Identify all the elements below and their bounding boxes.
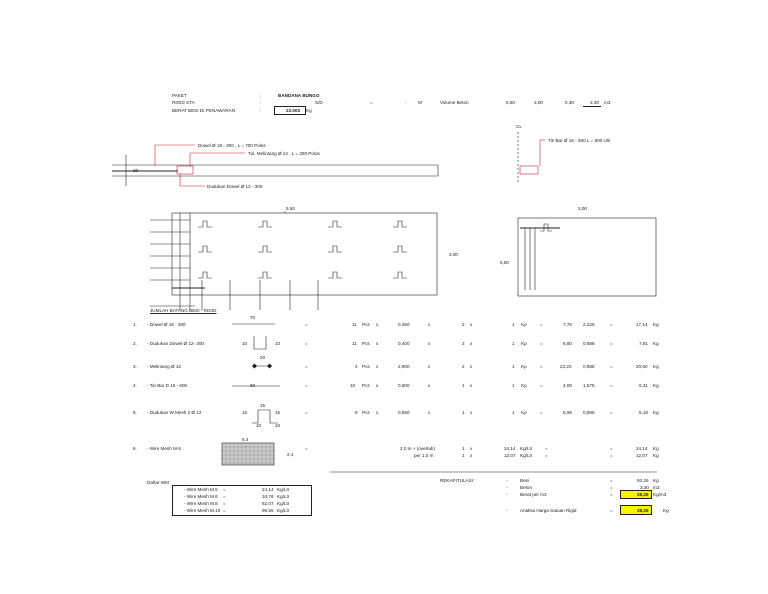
rekap-3-eq: = bbox=[610, 492, 613, 497]
tiebar-label: Tie Bar Ø 16 - 600 L = 800 Ulir bbox=[548, 138, 611, 143]
row4-w: 1,578 bbox=[583, 383, 595, 388]
row2-no: 2. bbox=[133, 341, 137, 346]
sta-dash: - bbox=[405, 100, 407, 105]
row1-x3: x bbox=[470, 322, 473, 327]
row1-mult: 2 bbox=[462, 322, 465, 327]
row2-kpu: Kp bbox=[521, 341, 527, 346]
rekap-3-unit: Kg/m3 bbox=[653, 492, 667, 497]
plan-width-label: 3,00 bbox=[578, 206, 587, 211]
rekap-2-val: 3,30 bbox=[640, 485, 649, 490]
row4-kp: 1 bbox=[512, 383, 515, 388]
row1-qty: 11 bbox=[352, 322, 357, 327]
row3-eq3: = bbox=[610, 364, 613, 369]
row1-kp: 1 bbox=[512, 322, 515, 327]
row2-tu: Kg bbox=[653, 341, 659, 346]
rekap-1-val: 93,26 bbox=[637, 478, 649, 483]
row5-eq2: = bbox=[540, 410, 543, 415]
row6-l2-kg: Kg bbox=[653, 453, 659, 458]
row5-dia: 5,95 bbox=[563, 410, 572, 415]
berat-label: BERAT BESI DI PENAWARAN bbox=[172, 108, 236, 113]
daftar-item-2-eq: = bbox=[223, 494, 226, 499]
daftar-item-3-val: 62,07 bbox=[262, 501, 274, 506]
row1-desc: - Dowel Ø 18 - 300 bbox=[147, 322, 186, 327]
rekap-2-name: Beton bbox=[520, 485, 533, 490]
row1-no: 1. bbox=[133, 322, 137, 327]
row6-l2-c: 12,07 bbox=[504, 453, 516, 458]
rekap-1-unit: Kg bbox=[653, 478, 659, 483]
row3-dim: 20 bbox=[260, 355, 266, 360]
row3-x2: x bbox=[428, 364, 431, 369]
daftar-item-3-unit: Kg/Ltr bbox=[277, 501, 290, 506]
rekap-3-name: Berat per m3 bbox=[520, 492, 547, 497]
row5-dim-l: 15 bbox=[242, 410, 248, 415]
row5-len: 0,660 bbox=[398, 410, 410, 415]
rekap-3-val: 28,26 bbox=[637, 492, 649, 497]
row5-eq3: = bbox=[610, 410, 613, 415]
volume-width: 3,00 bbox=[534, 100, 543, 105]
daftar-item-3-eq: = bbox=[223, 501, 226, 506]
row3-unit: Pcs bbox=[362, 364, 370, 369]
row3-x1: x bbox=[376, 364, 379, 369]
daftar-item-1-name: - Wire Mesh M.5 bbox=[184, 487, 218, 492]
row1-eq2: = bbox=[540, 322, 543, 327]
row6-l2-unit: Kg/Ltr bbox=[520, 453, 533, 458]
row6-l2-eq2: = bbox=[610, 453, 613, 458]
row6-l2-x: x bbox=[470, 453, 473, 458]
row3-eq2: = bbox=[540, 364, 543, 369]
volume-unit: m3 bbox=[604, 100, 611, 105]
row3-w: 0,888 bbox=[583, 364, 595, 369]
row3-len: 2,900 bbox=[398, 364, 410, 369]
row5-x2: x bbox=[428, 410, 431, 415]
row3-kpu: Kp bbox=[521, 364, 527, 369]
row5-no: 5. bbox=[133, 410, 137, 415]
row3-total: 20,60 bbox=[636, 364, 648, 369]
rekap-2-unit: m3 bbox=[653, 485, 660, 490]
volume-label: Volume Beton bbox=[440, 100, 469, 105]
row5-unit: Pcs bbox=[362, 410, 370, 415]
plan-length-label: 5,50 bbox=[286, 206, 295, 211]
row6-l1-unit: Kg/Ltr bbox=[520, 446, 533, 451]
sta-m: M' bbox=[418, 100, 423, 105]
paket-label: PAKET bbox=[172, 93, 187, 98]
row4-len: 0,800 bbox=[398, 383, 410, 388]
plan-height-right: 5,50 bbox=[500, 260, 509, 265]
row3-x3: x bbox=[470, 364, 473, 369]
daftar-item-2-name: - Wire Mesh M.6 bbox=[184, 494, 218, 499]
dudukan-dowel-label: Dudukan Dowel Ø 12 - 300 bbox=[207, 184, 263, 189]
row6-l2-b: 1 bbox=[462, 453, 465, 458]
row1-dim: 70 bbox=[250, 315, 256, 320]
row3-qty: 4 bbox=[355, 364, 358, 369]
daftar-item-1-unit: Kg/Ltr bbox=[277, 487, 290, 492]
row5-w: 0,888 bbox=[583, 410, 595, 415]
rekap-1-name: Besi bbox=[520, 478, 529, 483]
row4-kpu: Kp bbox=[521, 383, 527, 388]
row6-eq: = bbox=[305, 446, 308, 451]
row2-eq: = bbox=[305, 341, 308, 346]
row6-l1-c: 24,14 bbox=[504, 446, 516, 451]
daftar-item-4-eq: = bbox=[223, 508, 226, 513]
rekap-4-name: Analisa Harga Satuan Rigid bbox=[520, 508, 577, 513]
row4-x2: x bbox=[428, 383, 431, 388]
daftar-title: Daftar WM : bbox=[147, 480, 172, 485]
berat-colon: : bbox=[260, 108, 262, 113]
row6-l1-eq2: = bbox=[610, 446, 613, 451]
row1-x1: x bbox=[376, 322, 379, 327]
row5-x1: x bbox=[376, 410, 379, 415]
plan-height-mid: 3,00 bbox=[449, 252, 458, 257]
row5-eq: = bbox=[305, 410, 308, 415]
daftar-item-1-eq: = bbox=[223, 487, 226, 492]
daftar-item-2-val: 34,76 bbox=[262, 494, 274, 499]
row3-desc: - Melintang Ø 12 bbox=[147, 364, 181, 369]
volume-length: 5,50 bbox=[506, 100, 515, 105]
row6-desc: - Wire Mesh M-5 bbox=[147, 446, 181, 451]
paket-colon: : bbox=[260, 93, 262, 98]
jumlah-title: JUMLAH BATANG BESI - RIGID bbox=[150, 308, 217, 313]
row1-dia: 7,70 bbox=[563, 322, 572, 327]
row3-tu: Kg bbox=[653, 364, 659, 369]
row6-l1-b: 1 bbox=[462, 446, 465, 451]
row2-eq3: = bbox=[610, 341, 613, 346]
thickness-label: 20 bbox=[133, 168, 139, 173]
row6-l1-eq: = bbox=[545, 446, 548, 451]
daftar-item-2-unit: Kg/Ltr bbox=[277, 494, 290, 499]
row2-desc: - Dudukan Dowel Ø 12- 300 bbox=[147, 341, 204, 346]
row4-eq: = bbox=[305, 383, 308, 388]
row6-l2-total: 12,07 bbox=[636, 453, 648, 458]
row1-eq3: = bbox=[610, 322, 613, 327]
rekap-4-dash: - bbox=[506, 508, 508, 513]
row4-tu: Kg bbox=[653, 383, 659, 388]
row4-mult: 1 bbox=[462, 383, 465, 388]
row2-dim-l: 10 bbox=[242, 341, 248, 346]
row6-l2-a: per 1,0 m bbox=[414, 453, 434, 458]
rekap-2-eq: = bbox=[610, 485, 613, 490]
row4-eq2: = bbox=[540, 383, 543, 388]
row4-total: 6,31 bbox=[639, 383, 648, 388]
row5-tu: Kg bbox=[653, 410, 659, 415]
row1-len: 0,350 bbox=[398, 322, 410, 327]
row2-len: 0,400 bbox=[398, 341, 410, 346]
row2-dia: 8,80 bbox=[563, 341, 572, 346]
row5-dim-top: 15 bbox=[260, 403, 266, 408]
row2-x2: x bbox=[428, 341, 431, 346]
row5-x3: x bbox=[470, 410, 473, 415]
dowel-label: Dowel Ø 18 - 300 , L = 700 Polos bbox=[198, 143, 266, 148]
rekap-1-dash: - bbox=[506, 478, 508, 483]
row4-unit: Pcs bbox=[362, 383, 370, 388]
row4-dia: 4,00 bbox=[563, 383, 572, 388]
row6-l1-total: 24,14 bbox=[636, 446, 648, 451]
row5-dim-b2: 10 bbox=[275, 423, 281, 428]
cl-label: CL bbox=[516, 124, 522, 129]
row4-desc: - Tie Bar D 16 - 600 bbox=[147, 383, 188, 388]
row1-x2: x bbox=[428, 322, 431, 327]
row5-kpu: Kp bbox=[521, 410, 527, 415]
paket-value: BANDANA BUNGO bbox=[278, 93, 320, 98]
row5-total: 5,18 bbox=[639, 410, 648, 415]
row4-x1: x bbox=[376, 383, 379, 388]
row5-dim-b1: 10 bbox=[256, 423, 262, 428]
row6-l2-eq: = bbox=[545, 453, 548, 458]
tul-melintang-label: Tul. Melintang Ø 12 , L = 290 Polos bbox=[248, 151, 320, 156]
row1-unit: Pcs bbox=[362, 322, 370, 327]
daftar-item-4-val: 96,55 bbox=[262, 508, 274, 513]
row4-qty: 10 bbox=[350, 383, 356, 388]
sta-colon: : bbox=[260, 100, 262, 105]
row6-dim-top: 5,4 bbox=[242, 437, 249, 442]
row2-x3: x bbox=[470, 341, 473, 346]
row5-desc: - Dudukan W Mesh 2 Ø 12 bbox=[147, 410, 202, 415]
row6-no: 6. bbox=[133, 446, 137, 451]
row1-total: 17,14 bbox=[636, 322, 648, 327]
row6-l1-kg: Kg bbox=[653, 446, 659, 451]
row6-l1-x: x bbox=[470, 446, 473, 451]
sta-range: S/D bbox=[315, 100, 323, 105]
row6-dim-side: 2,1 bbox=[287, 452, 294, 457]
daftar-item-4-name: - Wire Mesh M.10 bbox=[184, 508, 221, 513]
row4-eq3: = bbox=[610, 383, 613, 388]
row2-unit: Pcs bbox=[362, 341, 370, 346]
row4-x3: x bbox=[470, 383, 473, 388]
row4-no: 4. bbox=[133, 383, 137, 388]
row2-dim-r: 10 bbox=[275, 341, 281, 346]
sta-label: RIGID STA bbox=[172, 100, 195, 105]
row4-dim: 80 bbox=[250, 383, 256, 388]
daftar-item-3-name: - Wire Mesh M.8 bbox=[184, 501, 218, 506]
row2-qty: 11 bbox=[352, 341, 357, 346]
daftar-item-4-unit: Kg/Ltr bbox=[277, 508, 290, 513]
row2-kp: 1 bbox=[512, 341, 515, 346]
rekap-4-eq: = bbox=[610, 508, 613, 513]
sta-eq: = bbox=[370, 100, 373, 105]
rekap-4-val: 28,26 bbox=[637, 508, 649, 513]
row3-dia: 23,20 bbox=[560, 364, 572, 369]
row5-qty: 9 bbox=[355, 410, 358, 415]
row5-dim-r: 15 bbox=[275, 410, 281, 415]
row3-mult: 2 bbox=[462, 364, 465, 369]
daftar-item-1-val: 24,14 bbox=[262, 487, 274, 492]
rekap-2-dash: - bbox=[506, 485, 508, 490]
row1-kpu: Kp bbox=[521, 322, 527, 327]
row2-mult: 2 bbox=[462, 341, 465, 346]
rekap-3-dash: - bbox=[506, 492, 508, 497]
rekap-1-eq: = bbox=[610, 478, 613, 483]
row2-x1: x bbox=[376, 341, 379, 346]
berat-value: 23.003 bbox=[286, 108, 301, 113]
row5-kp: 1 bbox=[512, 410, 515, 415]
row1-tu: Kg bbox=[653, 322, 659, 327]
row2-total: 7,81 bbox=[639, 341, 648, 346]
volume-result: 3,30 bbox=[590, 100, 599, 105]
row6-l1-a: 2,0 m + (overlab) bbox=[400, 446, 435, 451]
volume-thick: 0,30 bbox=[565, 100, 574, 105]
row3-eq: = bbox=[305, 364, 308, 369]
row3-kp: 1 bbox=[512, 364, 515, 369]
row3-no: 3. bbox=[133, 364, 137, 369]
row2-eq2: = bbox=[540, 341, 543, 346]
rekap-4-unit: Kg bbox=[663, 508, 669, 513]
row1-w: 2,226 bbox=[583, 322, 595, 327]
berat-unit: Kg bbox=[306, 108, 312, 113]
row2-w: 0,888 bbox=[583, 341, 595, 346]
rekap-title: REKAPITULASI : bbox=[440, 478, 476, 483]
row5-mult: 1 bbox=[462, 410, 465, 415]
row1-eq: = bbox=[305, 322, 308, 327]
